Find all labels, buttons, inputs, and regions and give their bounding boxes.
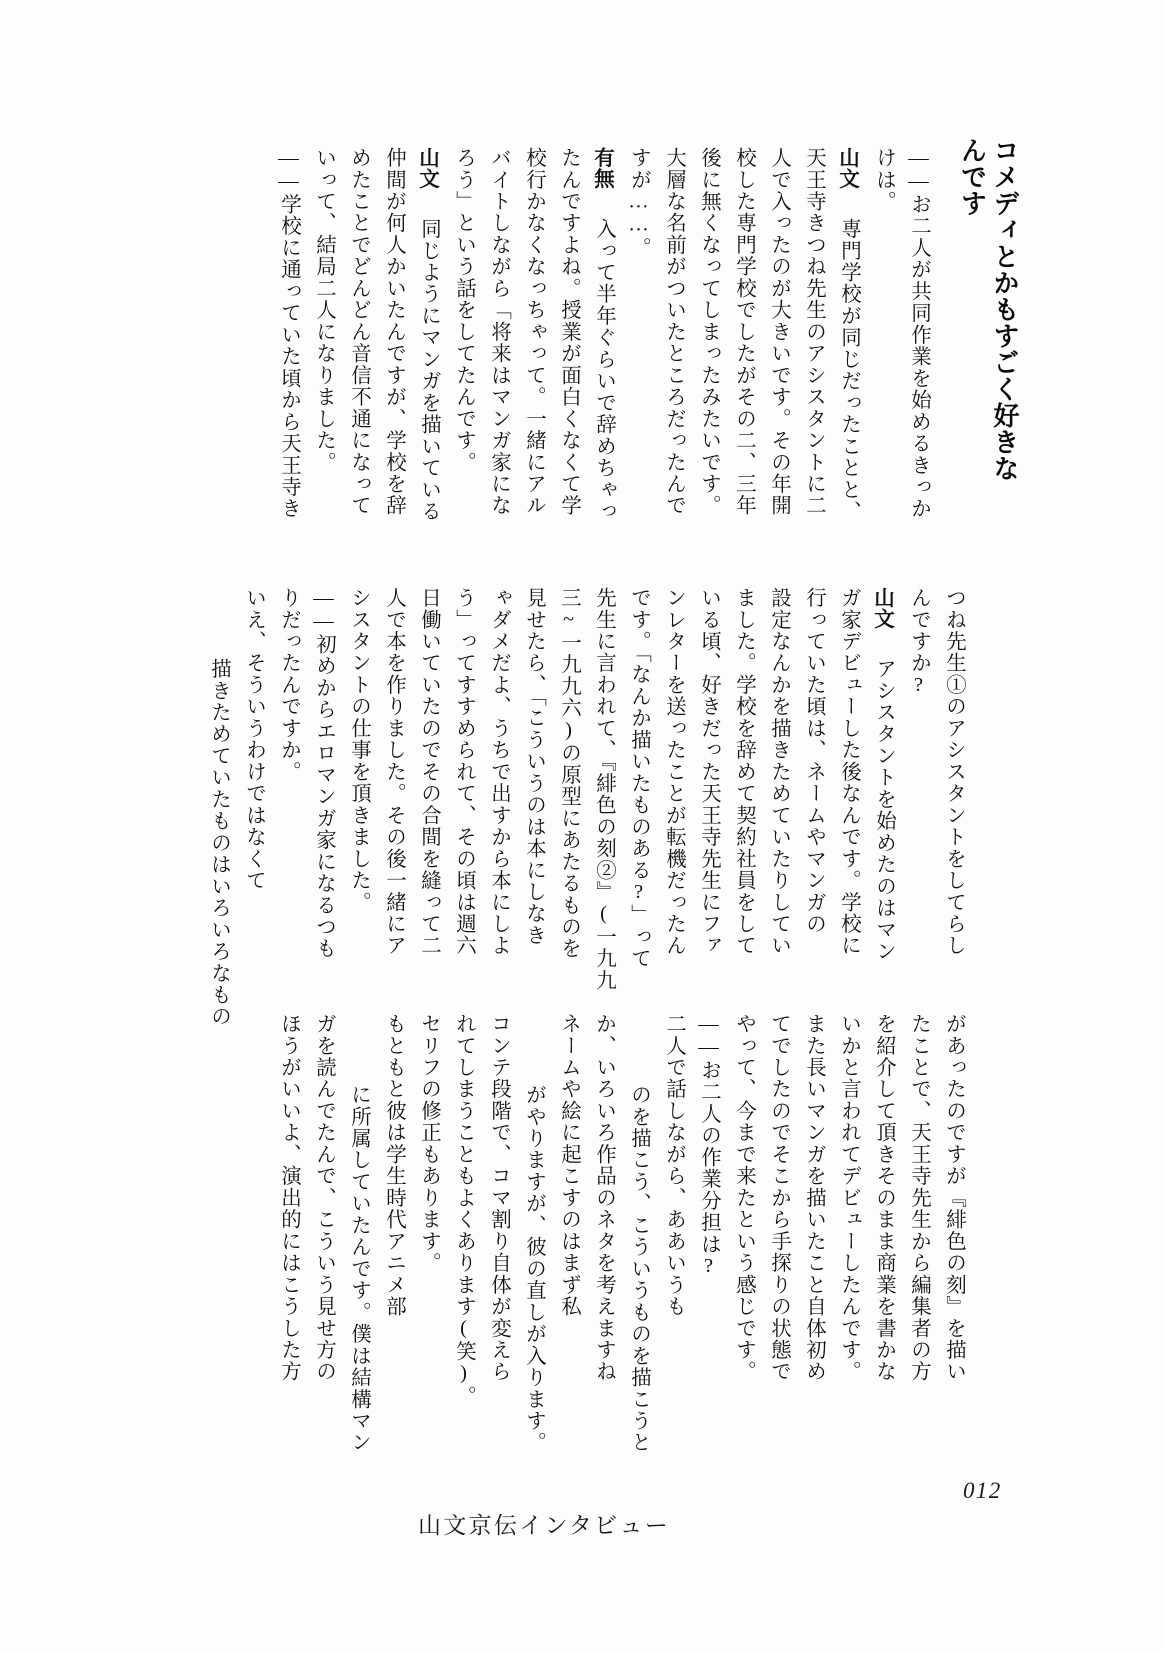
text-column: ガ家デビューした後なんです。学校に [837, 587, 860, 957]
text-column: がやりますが、彼の直しが入ります。 [522, 1084, 545, 1454]
text-column: 行っていた頃は、ネームやマンガの [802, 587, 825, 935]
text-column: いる頃、好きだった天王寺先生にファ [697, 587, 720, 957]
text-column: ――お二人が共同作業を始めるきっか [907, 147, 930, 520]
text-column: 人で本を作りました。その後一緒にア [382, 587, 405, 957]
text-column: 校した専門学校でしたがその二、三年 [732, 147, 755, 517]
speaker-label: 山文 [870, 587, 895, 629]
text-column: りだったんですか。 [277, 587, 300, 783]
text-column: 仲間が何人かいたんですが、学校を辞 [382, 147, 405, 517]
text-column: があったのですが『緋色の刻』を描い [942, 1013, 965, 1383]
text-column: 人で入ったのが大きいです。その年開 [767, 147, 790, 517]
text-column: 三~一九九六)の原型にあたるものを [557, 587, 580, 960]
text-column: ろう」という話をしてたんです。 [452, 147, 475, 473]
text-column: う」ってすすめられて、その頃は週六 [452, 587, 475, 957]
text-column: ました。学校を辞めて契約社員をして [732, 587, 755, 957]
text-column: 後に無くなってしまったみたいです。 [697, 147, 720, 517]
text-column: もともと彼は学生時代アニメ部 [382, 1013, 405, 1318]
text-column: 描きためていたものはいろいろなもの [207, 658, 230, 1028]
text-column: れてしまうこともよくあります(笑)。 [452, 1013, 475, 1408]
text-column: 大層な名前がついたところだったんで [662, 147, 685, 517]
text-column: 同じようにマンガを描いている [417, 218, 440, 523]
text-column: けは。 [872, 147, 895, 213]
text-column: 先生に言われて、『緋色の刻②』(一九九 [592, 587, 615, 992]
speaker-label: 山文 [415, 147, 440, 189]
text-column: か、いろいろ作品のネタを考えますね [592, 1013, 615, 1383]
text-column: コンテ段階で、コマ割り自体が変えら [487, 1013, 510, 1383]
text-column: 校行かなくなっちゃって。一緒にアル [522, 147, 545, 517]
text-column: たんですよね。授業が面白くなくて学 [557, 147, 580, 517]
text-column: 入って半年ぐらいで辞めちゃっ [592, 218, 615, 523]
text-column: ンレターを送ったことが転機だったん [662, 587, 685, 957]
text-column: シスタントの仕事を頂きました。 [347, 587, 370, 913]
text-column: ガを読んでたんで、こういう見せ方の [312, 1013, 335, 1383]
text-column: めたことでどんどん音信不通になって [347, 147, 370, 517]
text-column: 見せたら、「こういうのは本にしなき [522, 587, 545, 947]
text-column: 天王寺きつね先生のアシスタントに二 [802, 147, 825, 517]
text-column: のを描こう、こういうものを描こうと [627, 1084, 650, 1454]
speaker-label: 有無 [590, 147, 615, 189]
speaker-label: 山文 [835, 147, 860, 189]
text-column: に所属していたんです。僕は結構マン [347, 1084, 370, 1454]
text-column: いって、結局二人になりました。 [312, 147, 335, 473]
text-column: ほうがいいよ、演出的にはこうした方 [277, 1013, 300, 1383]
text-column: すが……。 [627, 147, 650, 259]
text-column: を紹介して頂きそのまま商業を書かな [872, 1013, 895, 1383]
text-column: いえ、そういうわけではなくて [242, 587, 265, 892]
text-column: バイトしながら「将来はマンガ家にな [487, 147, 510, 517]
text-column: やって、今まで来たという感じです。 [732, 1013, 755, 1383]
text-column: ――初めからエロマンガ家になるつも [312, 587, 335, 960]
article-heading: コメディとかもすごく好きなんです [956, 137, 1019, 482]
text-column: 設定なんかを描きためていたりしてい [767, 587, 790, 957]
text-column: 二人で話しながら、ああいうも [662, 1013, 685, 1318]
text-column: ゃダメだよ、うちで出すから本にしよ [487, 587, 510, 957]
text-column: セリフの修正もあります。 [417, 1013, 440, 1274]
text-column: いかと言われてデビューしたんです。 [837, 1013, 860, 1383]
text-column: ネームや絵に起こすのはまず私 [557, 1013, 580, 1318]
text-column: ――学校に通っていた頃から天王寺き [277, 147, 300, 520]
text-column: です。「なんか描いたものある?」って [627, 587, 650, 970]
page-number: 012 [963, 1478, 1002, 1503]
running-footer-title: 山文京伝インタビュー [418, 1513, 671, 1538]
text-column: たことで、天王寺先生から編集者の方 [907, 1013, 930, 1383]
text-column: アシスタントを始めたのはマン [872, 658, 895, 963]
text-column: つね先生①のアシスタントをしてらし [942, 587, 965, 957]
text-column: ――お二人の作業分担は? [697, 1013, 720, 1279]
text-column: 日働いていたのでその合間を縫って二 [417, 587, 440, 957]
text-column: また長いマンガを描いたこと自体初め [802, 1013, 825, 1383]
text-column: んですか? [907, 587, 930, 698]
text-column: てでしたのでそこから手探りの状態で [767, 1013, 790, 1383]
text-column: 専門学校が同じだったことと、 [837, 218, 860, 523]
